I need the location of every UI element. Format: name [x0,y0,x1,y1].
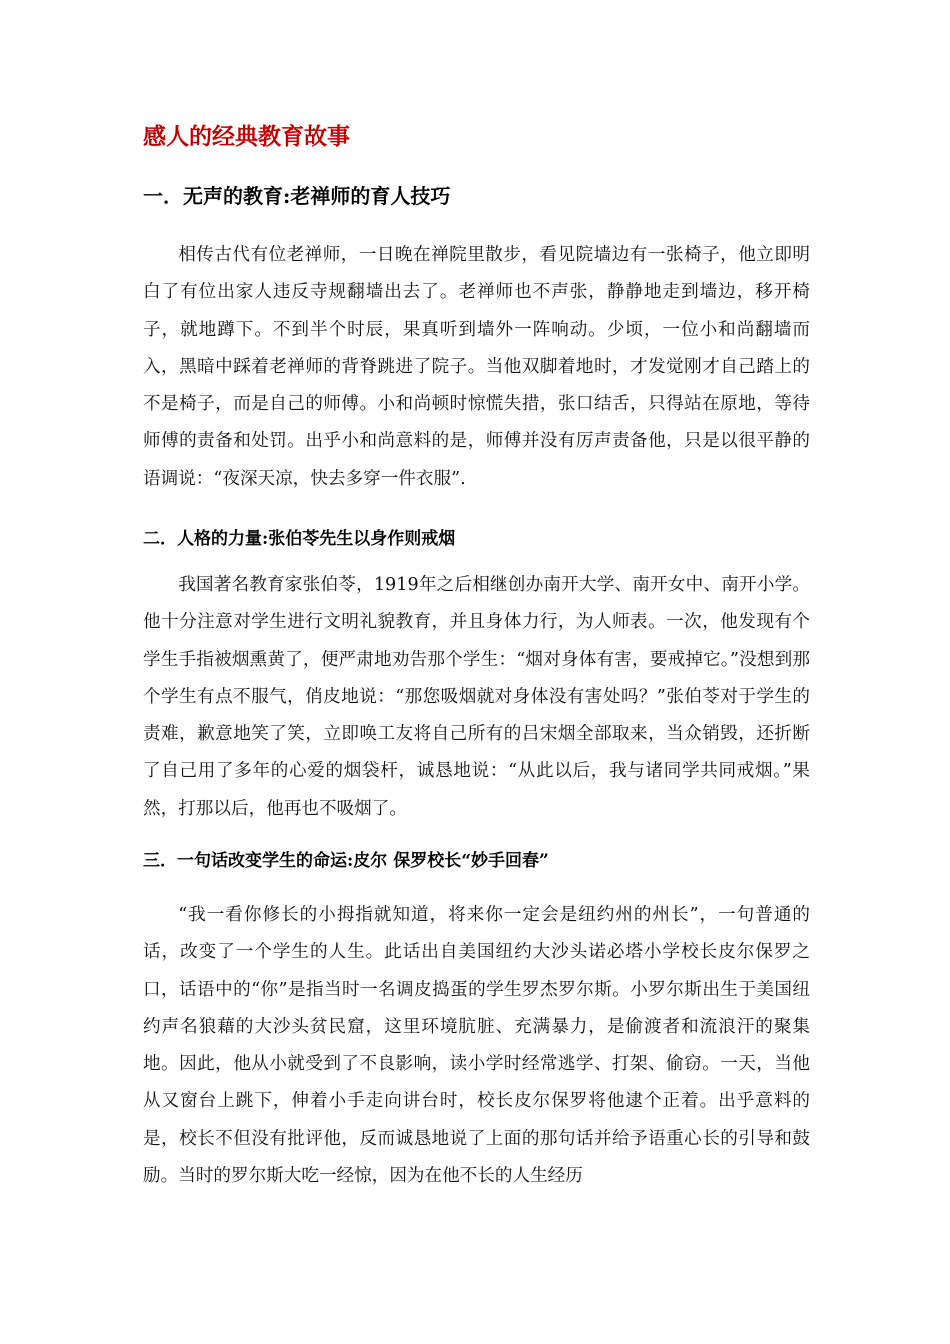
section-heading-3: 三．一句话改变学生的命运:皮尔 保罗校长“妙手回春” [143,851,549,871]
section-paragraph-1: 相传古代有位老禅师，一日晚在禅院里散步，看见院墙边有一张椅子，他立即明白了有位出家人违反寺规翻墙出去了。老禅师也不声张，静静地走到墙边，移开椅子，就地蹲下。不到半个时辰，果真听到墙外一阵响动。少顷，一位小和尚翻墙而入，黑暗中踩着老禅师的背脊跳进了院子。当他双脚着地时，才发觉刚才自己踏上的不是椅子，而是自己的师傅。小和尚顿时惊慌失措，张口结舌，只得站在原地，等待师傅的责备和处罚。出乎小和尚意料的是，师傅并没有厉声责备他，只是以很平静的语调说：“夜深天凉，快去多穿一件衣服”. [143,245,810,489]
document-title: 感人的经典教育故事 [143,123,350,150]
section-heading-2: 二．人格的力量:张伯苓先生以身作则戒烟 [143,529,456,549]
section-paragraph-3: “我一看你修长的小拇指就知道，将来你一定会是纽约州的州长”，一句普通的话，改变了一个学生的人生。此话出自美国纽约大沙头诺必塔小学校长皮尔保罗之口，话语中的“你”是指当时一名调皮捣蛋的学生罗杰罗尔斯。小罗尔斯出生于美国纽约声名狼藉的大沙头贫民窟，这里环境肮脏、充满暴力，是偷渡者和流浪汗的聚集地。因此，他从小就受到了不良影响，读小学时经常逃学、打架、偷窃。一天，当他从又窗台上跳下，伸着小手走向讲台时，校长皮尔保罗将他逮个正着。出乎意料的是，校长不但没有批评他，反而诚恳地说了上面的那句话并给予语重心长的引导和鼓励。当时的罗尔斯大吃一经惊，因为在他不长的人生经历 [143,905,810,1187]
section-heading-1: 一．无声的教育:老禅师的育人技巧 [143,184,451,208]
section-paragraph-2: 我国著名教育家张伯苓，1919年之后相继创办南开大学、南开女中、南开小学。他十分注意对学生进行文明礼貌教育，并且身体力行，为人师表。一次，他发现有个学生手指被烟熏黄了，便严肃地劝告那个学生：“烟对身体有害，要戒掉它。”没想到那个学生有点不服气，俏皮地说：“那您吸烟就对身体没有害处吗？”张伯苓对于学生的责难，歉意地笑了笑，立即唤工友将自己所有的吕宋烟全部取来，当众销毁，还折断了自己用了多年的心爱的烟袋杆，诚恳地说：“从此以后，我与诸同学共同戒烟。”果然，打那以后，他再也不吸烟了。 [143,575,810,819]
